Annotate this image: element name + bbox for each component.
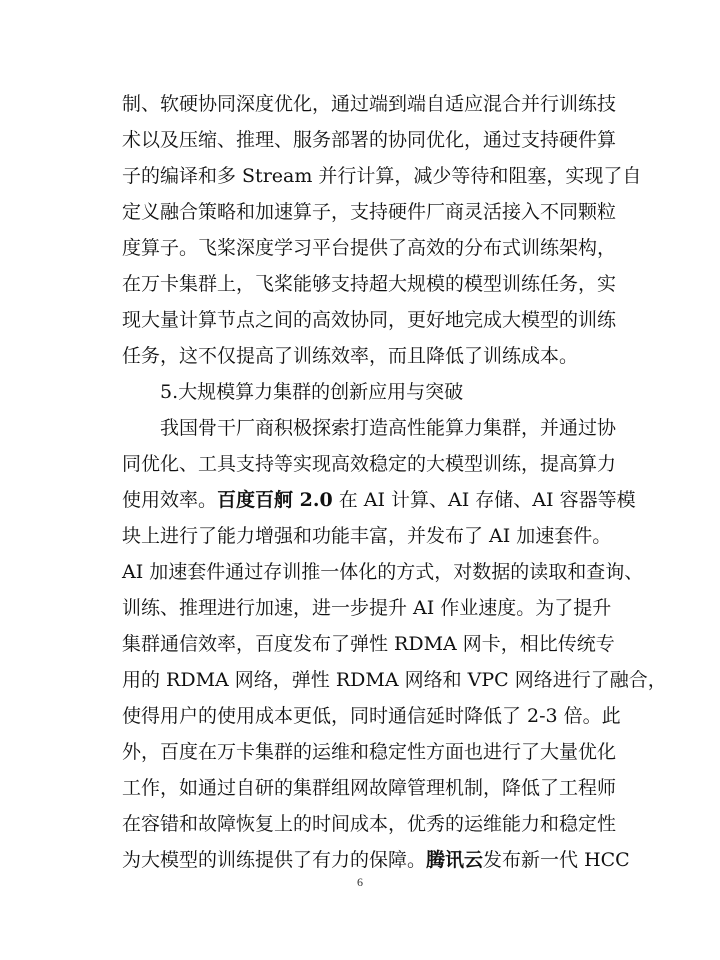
text-line: 工作，如通过自研的集群组网故障管理机制，降低了工程师: [122, 777, 617, 799]
text-line: 我国骨干厂商积极探索打造高性能算力集群，并通过协: [160, 417, 617, 439]
text-line: AI 加速套件通过存训推一体化的方式，对数据的读取和查询、: [122, 561, 644, 583]
bold-term-baidu-baige: 百度百舸 2.0: [217, 489, 333, 511]
text-line: 制、软硬协同深度优化，通过端到端自适应混合并行训练技: [122, 93, 617, 115]
text-line: 外，百度在万卡集群的运维和稳定性方面也进行了大量优化: [122, 741, 617, 763]
text-line: 现大量计算节点之间的高效协同，更好地完成大模型的训练: [122, 309, 617, 331]
text-run: 发布新一代 HCC: [483, 849, 630, 871]
text-line: 同优化、工具支持等实现高效稳定的大模型训练，提高算力: [122, 453, 617, 475]
text-line: 术以及压缩、推理、服务部署的协同优化，通过支持硬件算: [122, 129, 617, 151]
text-line: 在万卡集群上，飞桨能够支持超大规模的模型训练任务，实: [122, 273, 617, 295]
text-line: 度算子。飞桨深度学习平台提供了高效的分布式训练架构，: [122, 237, 617, 259]
text-line: 定义融合策略和加速算子，支持硬件厂商灵活接入不同颗粒: [122, 201, 617, 223]
text-line: 任务，这不仅提高了训练效率，而且降低了训练成本。: [122, 345, 579, 367]
text-line: 用的 RDMA 网络，弹性 RDMA 网络和 VPC 网络进行了融合，: [122, 669, 667, 691]
section-heading: 5.大规模算力集群的创新应用与突破: [160, 381, 464, 403]
bold-term-tencent-cloud: 腾讯云: [426, 849, 484, 871]
text-run: 使用效率。: [122, 489, 218, 511]
text-line: 子的编译和多 Stream 并行计算，减少等待和阻塞，实现了自: [122, 165, 642, 187]
text-line: 块上进行了能力增强和功能丰富，并发布了 AI 加速套件。: [122, 525, 612, 547]
text-line: [122, 842, 630, 878]
text-run: 为大模型的训练提供了有力的保障。: [122, 849, 427, 871]
text-run: 在 AI 计算、AI 存储、AI 容器等模: [332, 489, 636, 511]
text-line: 使得用户的使用成本更低，同时通信延时降低了 2-3 倍。此: [122, 705, 621, 727]
text-line: 集群通信效率，百度发布了弹性 RDMA 网卡，相比传统专: [122, 633, 615, 655]
page-number: 6: [357, 875, 363, 889]
text-line: [122, 482, 636, 518]
text-line: 在容错和故障恢复上的时间成本，优秀的运维能力和稳定性: [122, 813, 617, 835]
text-line: 训练、推理进行加速，进一步提升 AI 作业速度。为了提升: [122, 597, 612, 619]
